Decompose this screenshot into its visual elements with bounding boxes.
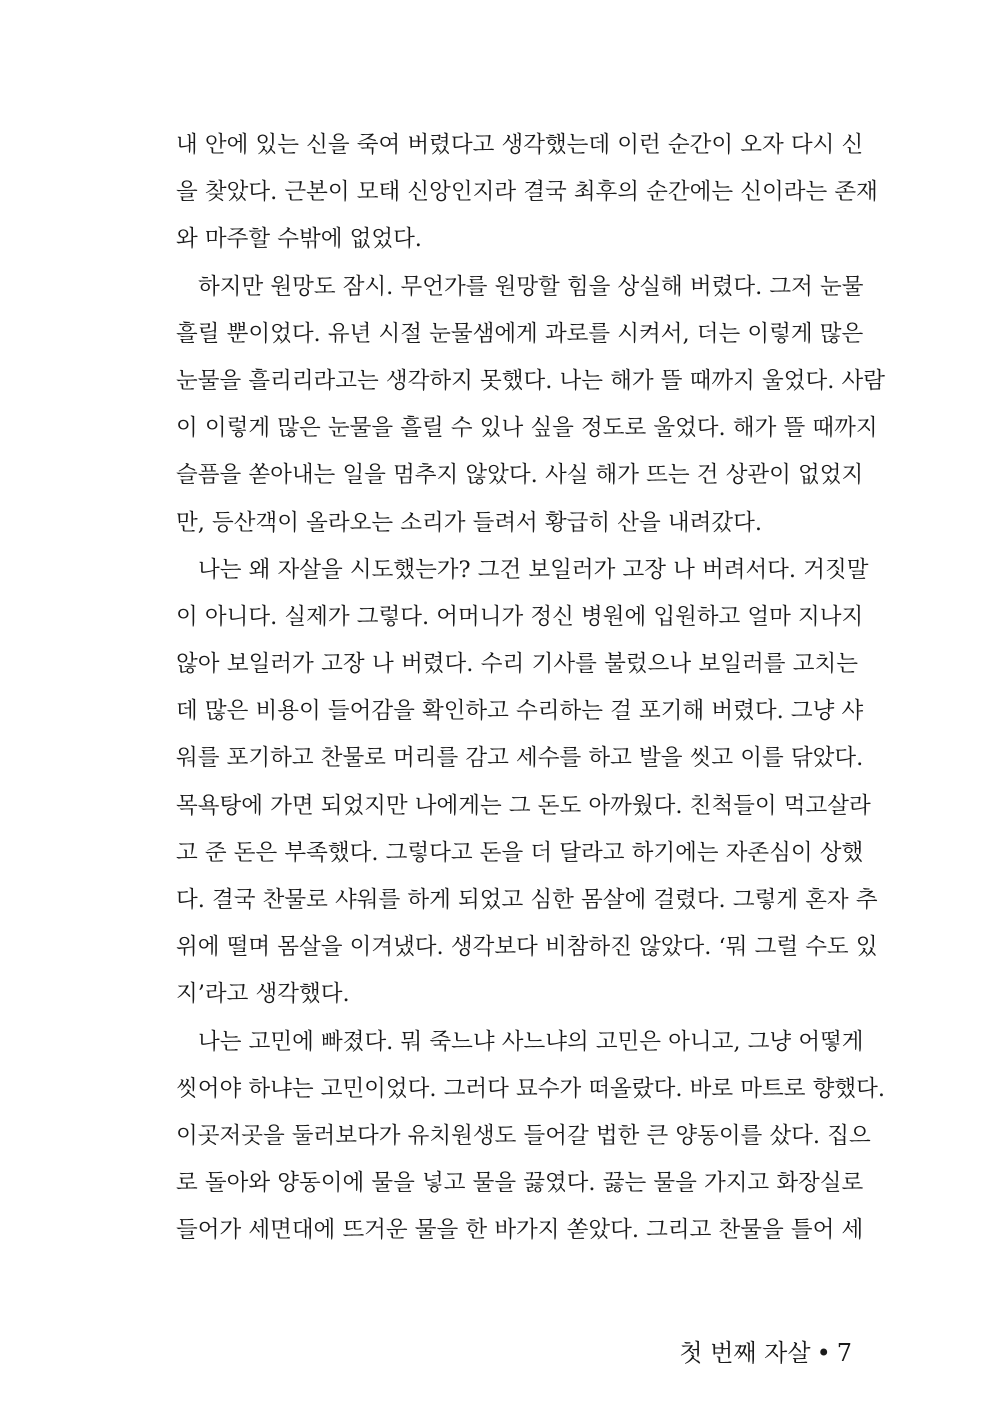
text-line: 을 찾았다. 근본이 모태 신앙인지라 결국 최후의 순간에는 신이라는 존재 [176, 179, 878, 206]
paragraph-3 [176, 547, 878, 1019]
text-line: 씻어야 하냐는 고민이었다. 그러다 묘수가 떠올랐다. 바로 마트로 향했다. [176, 1075, 885, 1102]
text-line: 고 준 돈은 부족했다. 그렇다고 돈을 더 달라고 하기에는 자존심이 상했 [176, 839, 864, 866]
text-line: 눈물을 흘리리라고는 생각하지 못했다. 나는 해가 뜰 때까지 울었다. 사람 [176, 367, 885, 394]
text-line: 슬픔을 쏟아내는 일을 멈추지 않았다. 사실 해가 뜨는 건 상관이 없었지 [176, 462, 864, 489]
text-line: 다. 결국 찬물로 샤워를 하게 되었고 심한 몸살에 걸렸다. 그렇게 혼자 추 [176, 887, 878, 913]
page-body [176, 122, 885, 1255]
text-line: 흘릴 뿐이었다. 유년 시절 눈물샘에게 과로를 시켜서, 더는 이렇게 많은 [176, 320, 864, 347]
text-line: 만, 등산객이 올라오는 소리가 들려서 황급히 산을 내려갔다. [176, 509, 763, 536]
running-chapter-title: 첫 번째 자살 [679, 1339, 811, 1367]
text-line: 이 아니다. 실제가 그렇다. 어머니가 정신 병원에 입원하고 얼마 지나지 [176, 603, 864, 630]
paragraph-4 [176, 1019, 885, 1255]
text-line: 데 많은 비용이 들어감을 확인하고 수리하는 걸 포기해 버렸다. 그냥 샤 [176, 698, 864, 725]
text-line: 로 돌아와 양동이에 물을 넣고 물을 끓였다. 끓는 물을 가지고 화장실로 [176, 1170, 864, 1197]
text-line: 않아 보일러가 고장 나 버렸다. 수리 기사를 불렀으나 보일러를 고치는 [176, 651, 858, 678]
paragraph-1 [176, 122, 878, 264]
text-line: 나는 고민에 빠졌다. 뭐 죽느냐 사느냐의 고민은 아니고, 그냥 어떻게 [198, 1028, 864, 1055]
footer-separator: • [816, 1339, 831, 1367]
text-line: 워를 포기하고 찬물로 머리를 감고 세수를 하고 발을 씻고 이를 닦았다. [176, 745, 864, 772]
text-line: 들어가 세면대에 뜨거운 물을 한 바가지 쏟았다. 그리고 찬물을 틀어 세 [176, 1217, 864, 1244]
text-line: 목욕탕에 가면 되었지만 나에게는 그 돈도 아까웠다. 친척들이 먹고살라 [176, 792, 871, 819]
text-line: 위에 떨며 몸살을 이겨냈다. 생각보다 비참하진 않았다. ‘뭐 그럴 수도 있 [176, 934, 878, 961]
text-line: 이 이렇게 많은 눈물을 흘릴 수 있나 싶을 정도로 울었다. 해가 뜰 때까지 [176, 415, 878, 442]
text-line: 와 마주할 수밖에 없었다. [176, 226, 422, 253]
text-line: 내 안에 있는 신을 죽여 버렸다고 생각했는데 이런 순간이 오자 다시 신 [176, 132, 864, 158]
text-line: 하지만 원망도 잠시. 무언가를 원망할 힘을 상실해 버렸다. 그저 눈물 [198, 273, 864, 300]
paragraph-2 [176, 264, 885, 547]
page-footer [679, 1337, 852, 1369]
page-number: 7 [836, 1339, 852, 1367]
text-line: 이곳저곳을 둘러보다가 유치원생도 들어갈 법한 큰 양동이를 샀다. 집으 [176, 1122, 871, 1149]
text-line: 나는 왜 자살을 시도했는가? 그건 보일러가 고장 나 버려서다. 거짓말 [198, 556, 869, 583]
text-line: 지’라고 생각했다. [176, 981, 350, 1008]
